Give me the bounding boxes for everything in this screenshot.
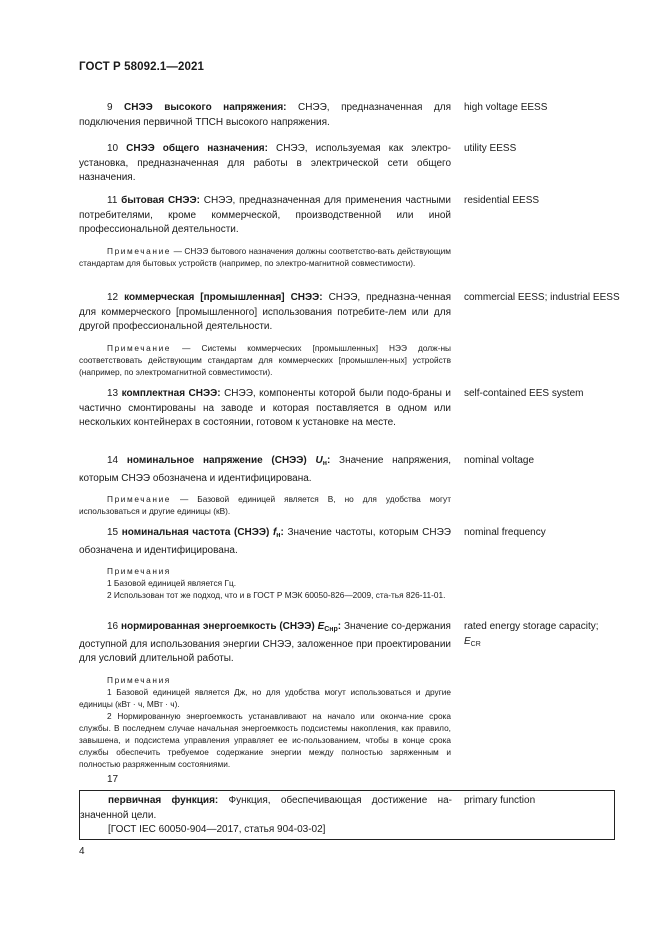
english-term-13: self-contained EES system bbox=[464, 388, 584, 399]
term-entry-12: 12 коммерческая [промышленная] СНЭЭ: СНЭЭ, предназна-ченная для коммерческого [промышленного] использования потребите-лем или для другой профессиональной деятельности. Примечание — Системы коммерческих [промышленных] НЭЭ долж-ны соответствовать действующим стандартам для коммерческих [промышлен-ных] устройств (например, по электромагнитной совместимости). commercial EESS; industrial EESS bbox=[79, 291, 619, 378]
notes-16: Примечания 1 Базовой единицей является Дж, но для удобства могут использоваться и другие единицы (кВт · ч, МВт · ч). 2 Нормированную энергоемкость устанавливают на начало или оконча-ние срока службы. В последнем случае начальная энергоемкость подсистемы накопления, как правило, завышена, и подсистема управления управляет ее ис-пользованием, чтобы в конце срока службы обеспечить требуемое содержание энергии между полностью заряженным и полностью разряженным состояниями. bbox=[79, 674, 451, 769]
page-number: 4 bbox=[79, 846, 85, 857]
term-12: коммерческая [промышленная] СНЭЭ: bbox=[124, 292, 323, 303]
note-14: Примечание — Базовой единицей является В, но для удобства могут использоваться и другие единицы (кВ). bbox=[79, 494, 451, 516]
term-16: нормированная энергоемкость (СНЭЭ) bbox=[121, 621, 315, 632]
english-term-16: rated energy storage capacity; $E_{CR}$ bbox=[464, 621, 599, 648]
term-entry-16: 16 нормированная энергоемкость (СНЭЭ) $E_{Снр}$: Значение со-держания доступной для использования энергии СНЭЭ, заложенное при проектировании для условий длительной работы. Примечания 1 Базовой единицей является Дж, но для удобства могут использоваться и другие единицы (кВт · ч, МВт · ч). 2 Нормированную энергоемкость устанавливают на начало или оконча-ние срока службы. В последнем случае начальная энергоемкость подсистемы накопления, как правило, завышена, и подсистема управления управляет ее ис-пользованием, чтобы в конце срока службы обеспечить требуемое содержание энергии между полностью заряженным и полностью разряженным состояниями. rated energy storage capacity; $E_{CR}$ bbox=[79, 620, 619, 770]
note-12: Примечание — Системы коммерческих [промышленных] НЭЭ долж-ны соответствовать действующим стандартам для коммерческих [промышлен-ных] устройств (например, по электромагнитной совместимости). bbox=[79, 342, 451, 377]
reference-17: [ГОСТ IEC 60050-904—2017, статья 904-03-02] bbox=[108, 824, 326, 835]
english-term-15: nominal frequency bbox=[464, 527, 546, 538]
document-header: ГОСТ Р 58092.1—2021 bbox=[79, 61, 204, 73]
english-term-14: nominal voltage bbox=[464, 455, 535, 466]
english-term-17: primary function bbox=[464, 795, 536, 806]
term-entry-15: 15 номинальная частота (СНЭЭ) $f_н$: Значение частоты, которым СНЭЭ обозначена и идентифицирована. Примечания 1 Базовой единицей является Гц. 2 Использован тот же подход, что и в ГОСТ Р МЭК 60050-826—2009, ста-тья 826-11-01. nominal frequency bbox=[79, 526, 619, 601]
notes-15: Примечания 1 Базовой единицей является Гц. 2 Использован тот же подход, что и в ГОСТ Р МЭК 60050-826—2009, ста-тья 826-11-01. bbox=[107, 566, 446, 600]
term-11: бытовая СНЭЭ: bbox=[121, 195, 200, 206]
term-entry-17-box: первичная функция: Функция, обеспечивающая достижение на-значенной цели. [ГОСТ IEC 60050-904—2017, статья 904-03-02] primary function bbox=[79, 790, 615, 840]
english-term-10: utility EESS bbox=[464, 143, 517, 154]
term-9: СНЭЭ высокого напряжения: bbox=[124, 102, 287, 113]
term-number-17: 17 bbox=[107, 774, 119, 785]
term-entry-11: 11 бытовая СНЭЭ: СНЭЭ, предназначенная для применения частными потребителями, кроме коммерческой, производственной или иной профессиональной деятельности. Примечание — СНЭЭ бытового назначения должны соответство-вать действующим стандартам для бытовых устройств (например, по электро-магнитной совместимости). residential EESS bbox=[79, 194, 619, 269]
term-15: номинальная частота (СНЭЭ) bbox=[121, 527, 270, 538]
english-term-9: high voltage EESS bbox=[464, 102, 548, 113]
english-term-11: residential EESS bbox=[464, 195, 540, 206]
term-entry-13: 13 комплектная СНЭЭ: СНЭЭ, компоненты которой были подо-браны и частично смонтированы на заводе и которая поставляется в одном или нескольких контейнерах в состоянии, готовом к установке на месте. self-contained EES system bbox=[79, 387, 619, 431]
term-entry-9: 9 СНЭЭ высокого напряжения: СНЭЭ, предназначенная для подключения первичной ТПСН высокого напряжения. high voltage EESS bbox=[79, 101, 619, 130]
term-entry-14: 14 номинальное напряжение (СНЭЭ) $U_н$: Значение напряжения, которым СНЭЭ обозначена и идентифицирована. Примечание — Базовой единицей является В, но для удобства могут использоваться и другие единицы (кВ). nominal voltage bbox=[79, 454, 619, 517]
english-term-12: commercial EESS; industrial EESS bbox=[464, 292, 620, 303]
term-10: СНЭЭ общего назначения: bbox=[126, 143, 268, 154]
term-entry-10: 10 СНЭЭ общего назначения: СНЭЭ, используемая как электро-установка, предназначенная для работы в электрической сети общего назначения. utility EESS bbox=[79, 142, 619, 186]
note-11: Примечание — СНЭЭ бытового назначения должны соответство-вать действующим стандартам для бытовых устройств (например, по электро-магнитной совместимости). bbox=[79, 245, 451, 268]
term-13: комплектная СНЭЭ: bbox=[121, 388, 221, 399]
term-14: номинальное напряжение (СНЭЭ) bbox=[126, 455, 307, 466]
term-17: первичная функция: bbox=[108, 795, 219, 806]
